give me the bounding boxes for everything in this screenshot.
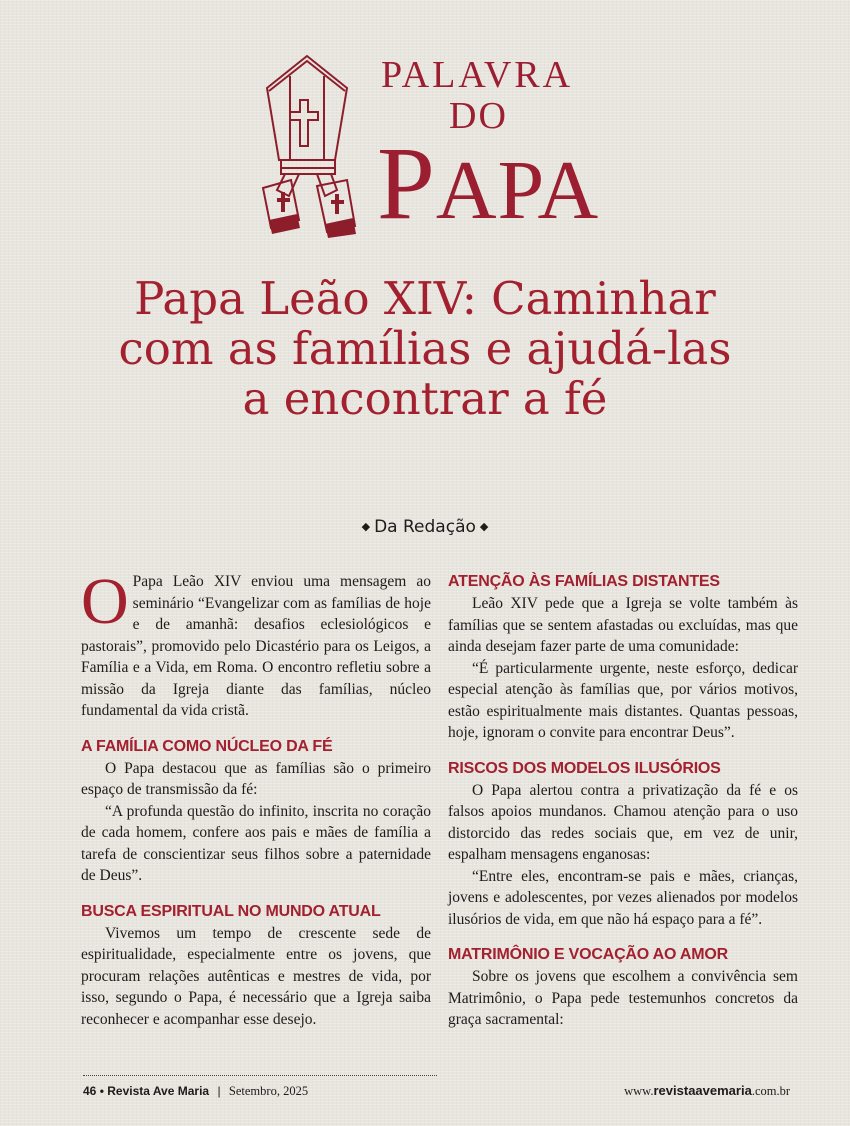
paragraph: Sobre os jovens que escolhem a convivência sem Matrimônio, o Papa pede testemunhos concretos da graça sacramental: — [448, 968, 798, 1028]
paragraph: O Papa destacou que as famílias são o primeiro espaço de transmissão da fé: — [81, 759, 431, 798]
section-heading: ATENÇÃO ÀS FAMÍLIAS DISTANTES — [448, 573, 720, 590]
quote-paragraph: “A profunda questão do infinito, inscrita no coração de cada homem, confere aos pais e mães de família a tarefa de conscientizar seus filhos sobre a paternidade de Deus”. — [81, 802, 431, 884]
footer-folio — [83, 1083, 308, 1099]
diamond-icon: ◆ — [361, 520, 371, 533]
mitre-icon — [255, 48, 375, 248]
bullet-separator: • — [99, 1084, 104, 1098]
paragraph: Vivemos um tempo de crescente sede de espiritualidade, especialmente entre os jovens, que procuram relações autênticas e mestres de vida, por isso, segundo o Papa, é necessário que a Igreja saiba reconhecer e acompanhar esse desejo. — [81, 924, 431, 1028]
section-heading: BUSCA ESPIRITUAL NO MUNDO ATUAL — [81, 902, 381, 920]
page-number: 46 — [83, 1084, 97, 1098]
logo-wordmark — [377, 54, 635, 239]
logo-word-do: DO — [449, 95, 508, 137]
article-column-left — [81, 565, 431, 1030]
footer-divider — [83, 1075, 437, 1076]
intro-paragraph: O Papa Leão XIV enviou uma mensagem ao seminário “Evangelizar com as famílias de hoje e de amanhã: desafios eclesiológicos e pastorais”, promovido pelo Dicastério para os Leigos, a Família e a Vida, em Roma. O encontro refletiu sobre a missão da Igreja diante das famílias, núcleo fundamental da vida cristã. — [81, 565, 431, 719]
byline-author: Da Redação — [374, 517, 476, 537]
quote-paragraph: “É particularmente urgente, neste esforço, dedicar especial atenção às famílias que, por vários motivos, estão espiritualmente mais distantes. Quantas pessoas, hoje, ignoram o convite para encontrar Deus”. — [448, 659, 798, 741]
article-title: Papa Leão XIV: Caminhar com as famílias e ajudá-las a encontrar a fé — [118, 272, 732, 425]
footer-url[interactable] — [624, 1083, 790, 1099]
issue-date: Setembro, 2025 — [228, 1084, 309, 1098]
url-domain: revistaavemaria — [653, 1083, 752, 1098]
drop-cap: O — [81, 565, 129, 638]
byline — [0, 516, 850, 538]
logo-word-papa — [377, 126, 600, 241]
paragraph: Leão XIV pede que a Igreja se volte também às famílias que se sentem afastadas ou excluídas, mas que ainda desejam fazer parte de uma comunidade: — [448, 595, 798, 655]
section-heading: RISCOS DOS MODELOS ILUSÓRIOS — [448, 759, 721, 777]
url-suffix: .com.br — [751, 1084, 790, 1098]
pipe-separator: | — [217, 1084, 221, 1098]
section-heading: MATRIMÔNIO E VOCAÇÃO AO AMOR — [448, 946, 729, 963]
url-prefix: www. — [624, 1084, 654, 1098]
article-column-right — [448, 571, 798, 1031]
logo-initial-p: P — [377, 126, 436, 241]
quote-paragraph: “Entre eles, encontram-se pais e mães, crianças, jovens e adolescentes, por vezes alienados por modelos ilusórios de vida, em que não há espaço para a fé”. — [448, 867, 798, 928]
publication-name: Revista Ave Maria — [107, 1084, 210, 1098]
logo-word-palavra: PALAVRA — [381, 54, 574, 96]
paragraph: O Papa alertou contra a privatização da fé e os falsos apoios mundanos. Chamou atenção para o uso distorcido das redes sociais que, em vez de unir, espalham mensagens enganosas: — [448, 781, 798, 863]
section-heading: A FAMÍLIA COMO NÚCLEO DA FÉ — [81, 737, 333, 755]
logo-word-papa-rest: APA — [435, 144, 600, 237]
section-logo — [255, 48, 635, 248]
diamond-icon: ◆ — [479, 520, 489, 533]
